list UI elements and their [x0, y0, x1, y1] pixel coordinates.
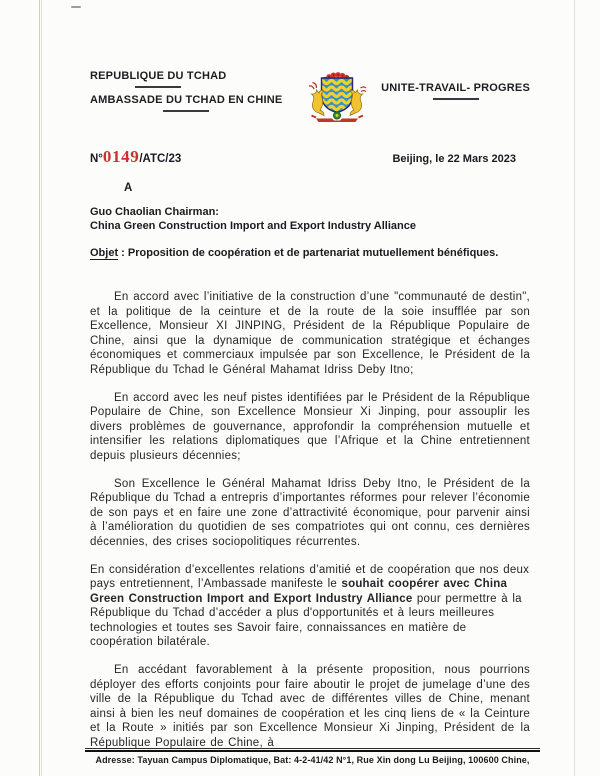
paragraph — [90, 477, 530, 550]
dateline: Beijing, le 22 Mars 2023 — [392, 153, 516, 165]
letter-body — [90, 290, 530, 751]
footer-address: Adresse: Tayuan Campus Diplomatique, Bat: 4-2-41/42 N°1, Rue Xin dong Lu Beijing, 100600 Chine, — [95, 755, 530, 765]
republic-title — [90, 70, 226, 88]
reference-prefix: N° — [90, 153, 103, 165]
paragraph-segment: En accord avec l’initiative de la construction d’une "communauté de destin", et la politique de la ceinture et de la route de la soie insufflée par son Excellence, Monsieur XI JINPING, Président de la République Populaire de Chine, ainsi que la dynamique de communication stratégique et échanges économiques et commerciaux impulsée par son Excellence, le Président de la République du Tchad le Général Mahamat Idriss Deby Itno; — [90, 291, 530, 376]
letterhead — [90, 70, 530, 129]
underline-rule — [163, 110, 209, 112]
recipient-salutation: A — [124, 182, 133, 194]
letterhead-right — [381, 82, 530, 106]
scan-edge-left-shadow — [41, 0, 42, 776]
letter-content — [90, 60, 530, 764]
reference-number — [90, 147, 181, 167]
paragraph — [90, 290, 530, 378]
reference-row — [90, 147, 530, 167]
subject-label: Objet — [90, 247, 119, 259]
paragraph — [90, 391, 530, 464]
footer-rule — [85, 748, 540, 752]
underline-rule — [135, 86, 181, 88]
reference-suffix: /ATC/23 — [139, 153, 182, 165]
chad-coat-of-arms — [304, 66, 370, 129]
scan-edge-right — [574, 0, 575, 776]
paragraph-segment: Son Excellence le Général Mahamat Idriss Deby Itno, le Président de la République du Tchad a entrepris d’importantes réformes pour relever l’économie de son pays et en faire une zone d’attractivité économique, pour parvenir ainsi à l’amélioration du quotidien de ses compatriotes qui ont connu, ces dernières décennies, des crises sociopolitiques récurrentes. — [90, 477, 530, 548]
embassy-title-text: AMBASSADE DU TCHAD EN CHINE — [90, 94, 283, 106]
paragraph — [90, 663, 530, 751]
recipient-block — [90, 206, 530, 233]
scan-edge-left — [39, 0, 40, 776]
motto-text: UNITE-TRAVAIL- PROGRES — [381, 82, 530, 94]
motto — [381, 82, 530, 100]
paragraph-bold-segment: souhait coopérer avec China Green Construction Import and Export Industry Alliance — [90, 578, 508, 605]
paragraph-segment: En accédant favorablement à la présente proposition, nous pourrions déployer des efforts conjoints pour faire aboutir le projet de jumelage d’une des ville de la République du Tchad avec de différentes villes de Chine, menant ainsi à bien les neuf domaines de coopération et les cinq liens de « la Ceinture et la Route » initiés par son Excellence Monsieur Xi Jinping, Président de la République Populaire de Chine, à — [90, 664, 530, 750]
paragraph-segment: pour permettre à la République du Tchad d’accéder a plus d'opportunités et à leurs meilleures technologies et toutes ses Savoir faire, connaissances en matière de coopération bilatérale. — [90, 592, 522, 649]
republic-title-text: REPUBLIQUE DU TCHAD — [90, 70, 227, 82]
embassy-title — [90, 94, 282, 112]
underline-rule — [433, 98, 479, 100]
paragraph — [90, 563, 530, 651]
subject-line — [90, 246, 530, 260]
subject-colon: : — [118, 247, 128, 259]
paragraph-segment: En accord avec les neuf pistes identifiées par le Président de la République Populaire de Chine, son Excellence Monsieur Xi Jinping, pour assouplir les divers problèmes de gouvernance, approfondir la compréhension mutuelle et intensifier les relations diplomatiques que l’Afrique et la Chine entretiennent depuis plusieurs décennies; — [90, 391, 530, 462]
paragraph-segment: En considération d’excellentes relations d’amitié et de coopération que nos deux pays entretiennent, l’Ambassade manifeste le — [90, 563, 530, 591]
recipient-organization: China Green Construction Import and Export Industry Alliance — [90, 219, 416, 232]
recipient-name: Guo Chaolian Chairman: — [90, 206, 219, 218]
letterhead-left — [90, 70, 282, 118]
scan-artifact — [71, 6, 81, 8]
reference-digits: 0149 — [102, 147, 140, 166]
subject-text: Proposition de coopération et de partenariat mutuellement bénéfiques. — [127, 247, 499, 259]
